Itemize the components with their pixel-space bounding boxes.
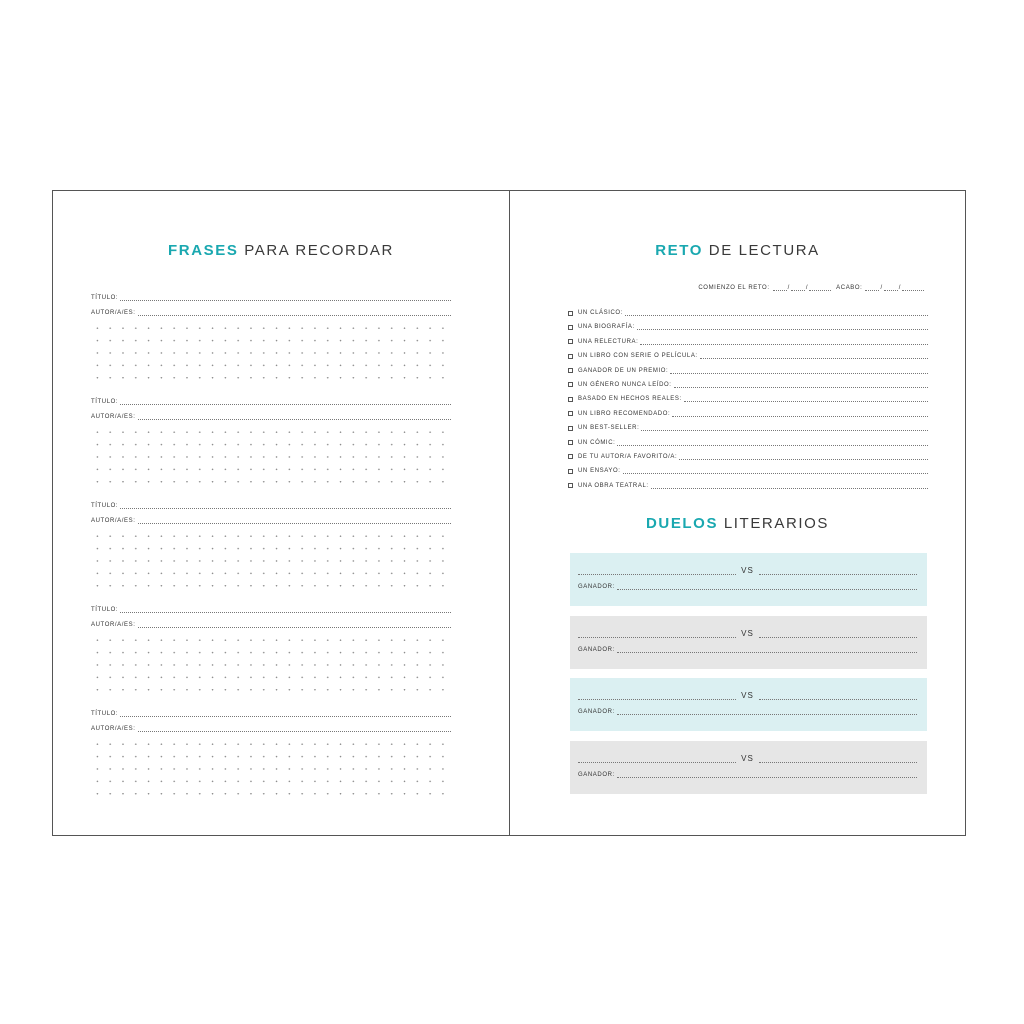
challenge-leader [679,454,928,460]
author-label: AUTOR/A/ES: [91,622,136,628]
reto-dates: COMIENZO EL RETO: / / ACABO: / / [698,285,925,291]
start-label: COMIENZO EL RETO: [698,285,770,291]
winner-leader [617,709,917,715]
title-label: TÍTULO: [91,399,119,405]
duel-contenders [578,751,917,763]
author-label: AUTOR/A/ES: [91,726,136,732]
challenge-item[interactable] [568,423,928,433]
title-line[interactable] [91,291,451,301]
duel-contenders [578,688,917,700]
title-leader [120,711,451,717]
challenge-label: UN CLÁSICO: [578,310,623,316]
challenge-leader [623,468,928,474]
title-leader [120,399,451,405]
title-line[interactable] [91,499,451,509]
checkbox-icon[interactable] [568,469,573,474]
checkbox-icon[interactable] [568,339,573,344]
challenge-leader [651,483,928,489]
dot-grid[interactable] [91,426,451,491]
quote-entry [91,499,451,595]
duelos-heading-rest: LITERARIOS [723,515,830,532]
vs-label: VS [741,754,754,763]
winner-label: GANADOR: [578,647,615,653]
duel-box [570,616,927,669]
winner-leader [617,772,917,778]
vs-label: VS [741,629,754,638]
challenge-item[interactable] [568,308,928,318]
title-label: TÍTULO: [91,295,119,301]
title-line[interactable] [91,707,451,717]
challenge-label: UNA RELECTURA: [578,338,639,345]
challenge-label: UN LIBRO RECOMENDADO: [578,410,671,417]
frases-heading-accent: FRASES [168,242,239,259]
author-leader [138,310,452,316]
challenge-item[interactable] [568,380,928,390]
author-leader [138,518,452,524]
challenge-label: DE TU AUTOR/A FAVORITO/A: [578,453,678,460]
finish-month-field[interactable] [884,285,898,291]
challenge-label: UNA BIOGRAFÍA: [578,324,635,331]
start-day-field[interactable] [773,285,787,291]
contender-b-field[interactable] [759,632,917,638]
challenge-label: UN GÉNERO NUNCA LEÍDO: [578,381,672,388]
challenge-list [568,308,928,495]
winner-label: GANADOR: [578,709,615,715]
challenge-leader [700,353,928,359]
author-line[interactable] [91,514,451,524]
challenge-item[interactable] [568,438,928,448]
duelos-heading [510,515,965,532]
challenge-label: UN BEST-SELLER: [578,425,640,432]
dot-grid[interactable] [91,530,451,595]
dot-grid[interactable] [91,738,451,803]
author-line[interactable] [91,618,451,628]
finish-year-field[interactable] [902,285,924,291]
finish-label: ACABO: [836,285,863,291]
title-leader [120,607,451,613]
dot-grid[interactable] [91,322,451,387]
reto-heading-accent: RETO [655,242,703,259]
checkbox-icon[interactable] [568,483,573,488]
contender-a-field[interactable] [578,757,736,763]
author-line[interactable] [91,722,451,732]
author-leader [138,726,452,732]
challenge-leader [641,425,928,431]
checkbox-icon[interactable] [568,397,573,402]
challenge-leader [670,368,928,374]
checkbox-icon[interactable] [568,426,573,431]
right-page [510,191,965,835]
title-label: TÍTULO: [91,607,119,613]
author-label: AUTOR/A/ES: [91,518,136,524]
left-page [53,191,509,835]
title-line[interactable] [91,395,451,405]
contender-b-field[interactable] [759,757,917,763]
challenge-leader [684,396,928,402]
title-leader [120,295,451,301]
challenge-label: GANADOR DE UN PREMIO: [578,367,669,374]
frases-heading-rest: PARA RECORDAR [244,242,394,259]
author-leader [138,414,452,420]
author-label: AUTOR/A/ES: [91,414,136,420]
author-line[interactable] [91,410,451,420]
challenge-item[interactable] [568,322,928,332]
checkbox-icon[interactable] [568,440,573,445]
dot-grid[interactable] [91,634,451,699]
challenge-label: UNA OBRA TEATRAL: [578,482,649,489]
winner-leader [617,647,917,653]
winner-line[interactable] [578,705,917,715]
challenge-item[interactable] [568,366,928,376]
checkbox-icon[interactable] [568,411,573,416]
checkbox-icon[interactable] [568,354,573,359]
checkbox-icon[interactable] [568,311,573,316]
winner-label: GANADOR: [578,584,615,590]
quote-entry [91,603,451,699]
vs-label: VS [741,691,754,700]
duel-box [570,741,927,794]
contender-b-field[interactable] [759,569,917,575]
challenge-leader [617,440,928,446]
contender-a-field[interactable] [578,694,736,700]
duel-contenders [578,626,917,638]
reto-heading [510,242,965,259]
vs-label: VS [741,566,754,575]
winner-label: GANADOR: [578,772,615,778]
duel-contenders [578,563,917,575]
duel-box [570,678,927,731]
challenge-leader [674,382,928,388]
reto-heading-rest: DE LECTURA [708,242,820,259]
author-label: AUTOR/A/ES: [91,310,136,316]
start-month-field[interactable] [791,285,805,291]
winner-leader [617,584,917,590]
challenge-label: UN CÓMIC: [578,439,616,446]
challenge-item[interactable] [568,394,928,404]
checkbox-icon[interactable] [568,382,573,387]
challenge-leader [640,339,928,345]
title-label: TÍTULO: [91,711,119,717]
winner-line[interactable] [578,643,917,653]
checkbox-icon[interactable] [568,368,573,373]
winner-line[interactable] [578,768,917,778]
challenge-label: UN LIBRO CON SERIE O PELÍCULA: [578,353,698,360]
finish-day-field[interactable] [865,285,879,291]
challenge-item[interactable] [568,466,928,476]
challenge-label: BASADO EN HECHOS REALES: [578,396,682,403]
challenge-leader [625,310,928,316]
challenge-item[interactable] [568,337,928,347]
challenge-leader [672,411,928,417]
checkbox-icon[interactable] [568,454,573,459]
quote-entry [91,291,451,387]
quote-entry [91,707,451,803]
quote-entry [91,395,451,491]
title-label: TÍTULO: [91,503,119,509]
duelos-heading-accent: DUELOS [645,515,719,532]
title-line[interactable] [91,603,451,613]
start-year-field[interactable] [809,285,831,291]
contender-a-field[interactable] [578,569,736,575]
challenge-item[interactable] [568,481,928,491]
frases-heading [53,242,509,259]
challenge-item[interactable] [568,409,928,419]
author-leader [138,622,452,628]
challenge-label: UN ENSAYO: [578,468,621,475]
notebook-spread [52,190,966,836]
challenge-item[interactable] [568,351,928,361]
checkbox-icon[interactable] [568,325,573,330]
author-line[interactable] [91,306,451,316]
contender-a-field[interactable] [578,632,736,638]
duel-box [570,553,927,606]
title-leader [120,503,451,509]
contender-b-field[interactable] [759,694,917,700]
challenge-leader [637,324,928,330]
winner-line[interactable] [578,580,917,590]
challenge-item[interactable] [568,452,928,462]
